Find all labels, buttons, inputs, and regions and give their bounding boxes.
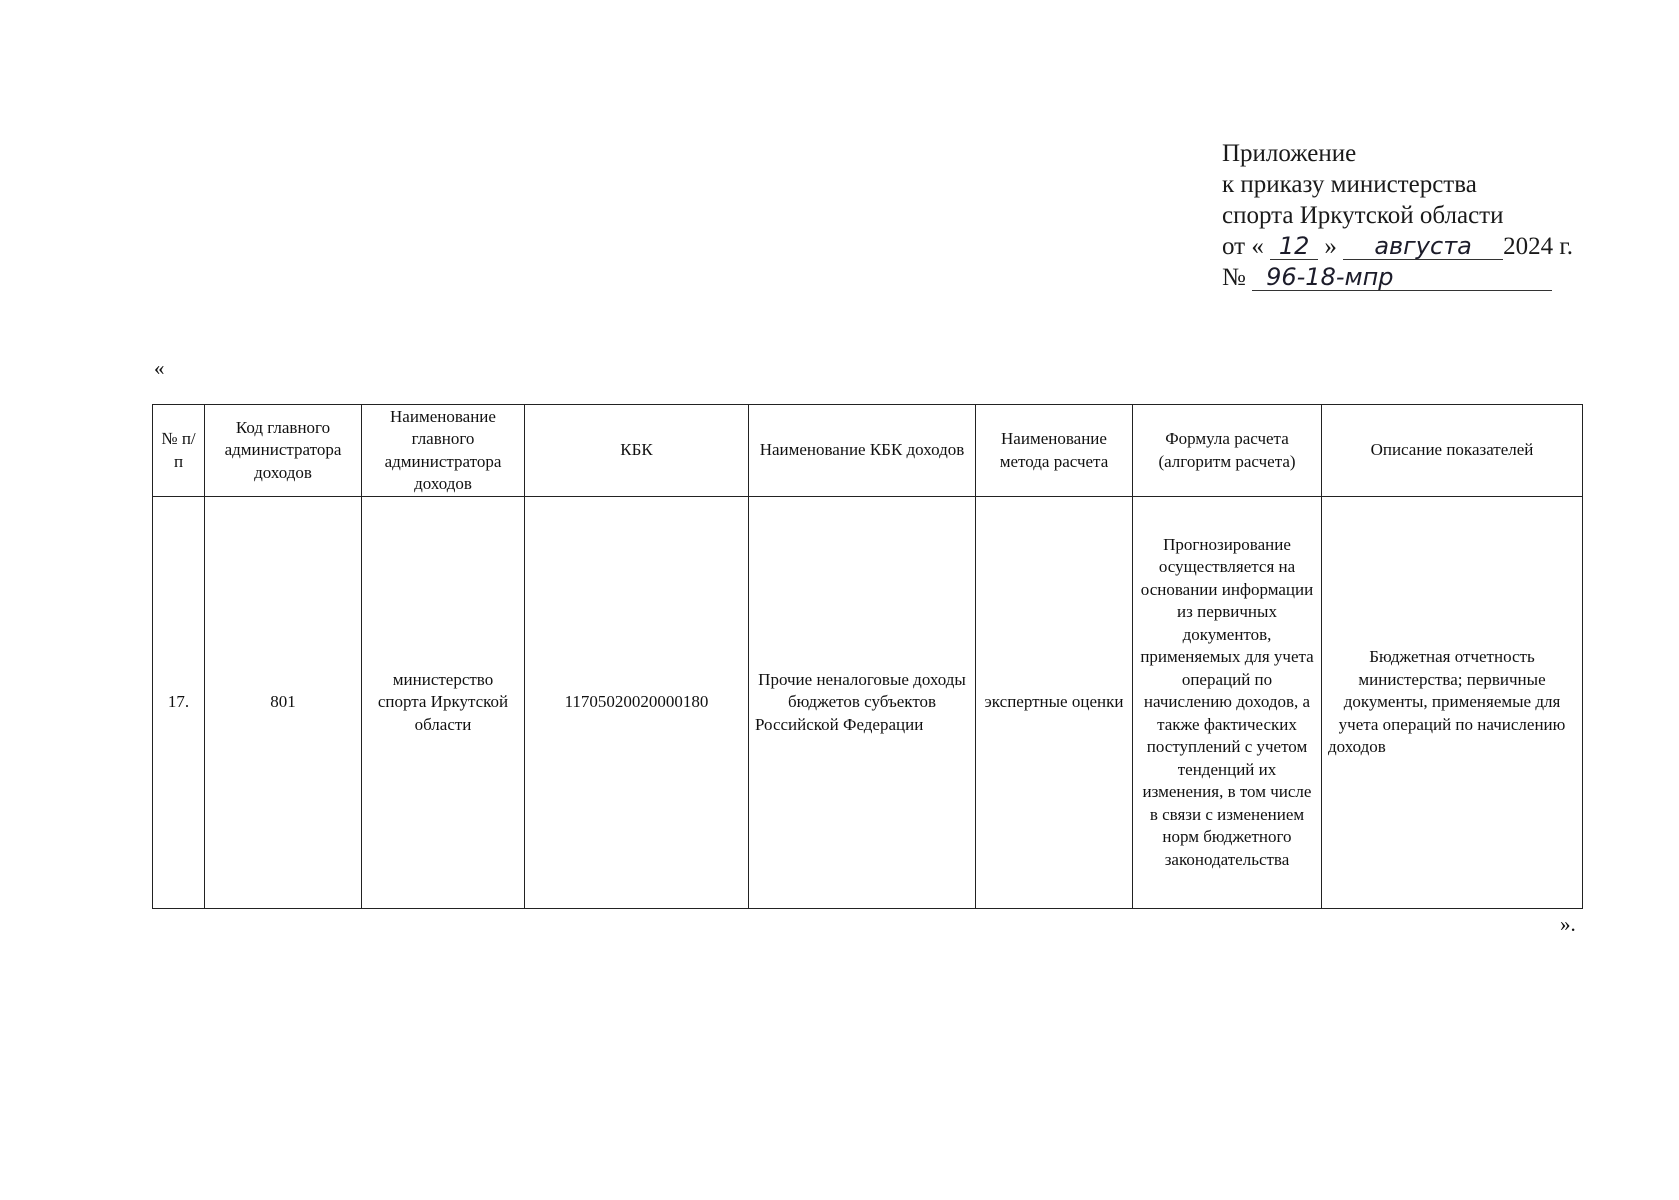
attachment-title: Приложение bbox=[1222, 140, 1357, 167]
cell-admin-name: министерство спорта Иркутской области bbox=[362, 497, 525, 909]
cell-admin-code: 801 bbox=[205, 497, 362, 909]
cell-method: экспертные оценки bbox=[976, 497, 1133, 909]
header-admin-name: Наименование главного администратора доходов bbox=[362, 405, 525, 497]
header-method: Наименование метода расчета bbox=[976, 405, 1133, 497]
cell-kbk: 11705020020000180 bbox=[525, 497, 749, 909]
header-number: № п/п bbox=[153, 405, 205, 497]
date-suffix: 2024 г. bbox=[1503, 233, 1574, 260]
header-kbk: КБК bbox=[525, 405, 749, 497]
cell-number: 17. bbox=[153, 497, 205, 909]
table-row bbox=[153, 497, 1583, 909]
opening-quote: « bbox=[154, 356, 165, 380]
date-prefix: от « bbox=[1222, 233, 1264, 260]
attachment-line-ministry: спорта Иркутской области bbox=[1222, 202, 1504, 229]
header-formula: Формула расчета (алгоритм расчета) bbox=[1133, 405, 1322, 497]
header-admin-code: Код главного администратора доходов bbox=[205, 405, 362, 497]
attachment-date bbox=[1222, 231, 1602, 262]
table-header-row bbox=[153, 405, 1583, 497]
number-handwritten: 96-18-мпр bbox=[1252, 264, 1552, 291]
attachment-header bbox=[1222, 138, 1602, 293]
attachment-line-order: к приказу министерства bbox=[1222, 171, 1477, 198]
date-month-handwritten: августа bbox=[1343, 233, 1503, 260]
header-description: Описание показателей bbox=[1322, 405, 1583, 497]
cell-formula: Прогнозирование осуществляется на основании информации из первичных документов, применяемых для учета операций по начислению доходов, а также фактических поступлений с учетом тенденций их изменения, в том числе в связи с изменением норм бюджетного законодательства bbox=[1133, 497, 1322, 909]
closing-quote: ». bbox=[1560, 912, 1576, 936]
cell-kbk-name: Прочие неналоговые доходы бюджетов субъектов Российской Федерации bbox=[749, 497, 976, 909]
header-kbk-name: Наименование КБК доходов bbox=[749, 405, 976, 497]
date-day-handwritten: 12 bbox=[1270, 233, 1318, 260]
income-forecast-table bbox=[152, 404, 1583, 909]
attachment-number bbox=[1222, 262, 1602, 293]
date-mid: » bbox=[1324, 233, 1337, 260]
number-prefix: № bbox=[1222, 264, 1246, 291]
cell-description: Бюджетная отчетность министерства; первичные документы, применяемые для учета операций по начислению доходов bbox=[1322, 497, 1583, 909]
